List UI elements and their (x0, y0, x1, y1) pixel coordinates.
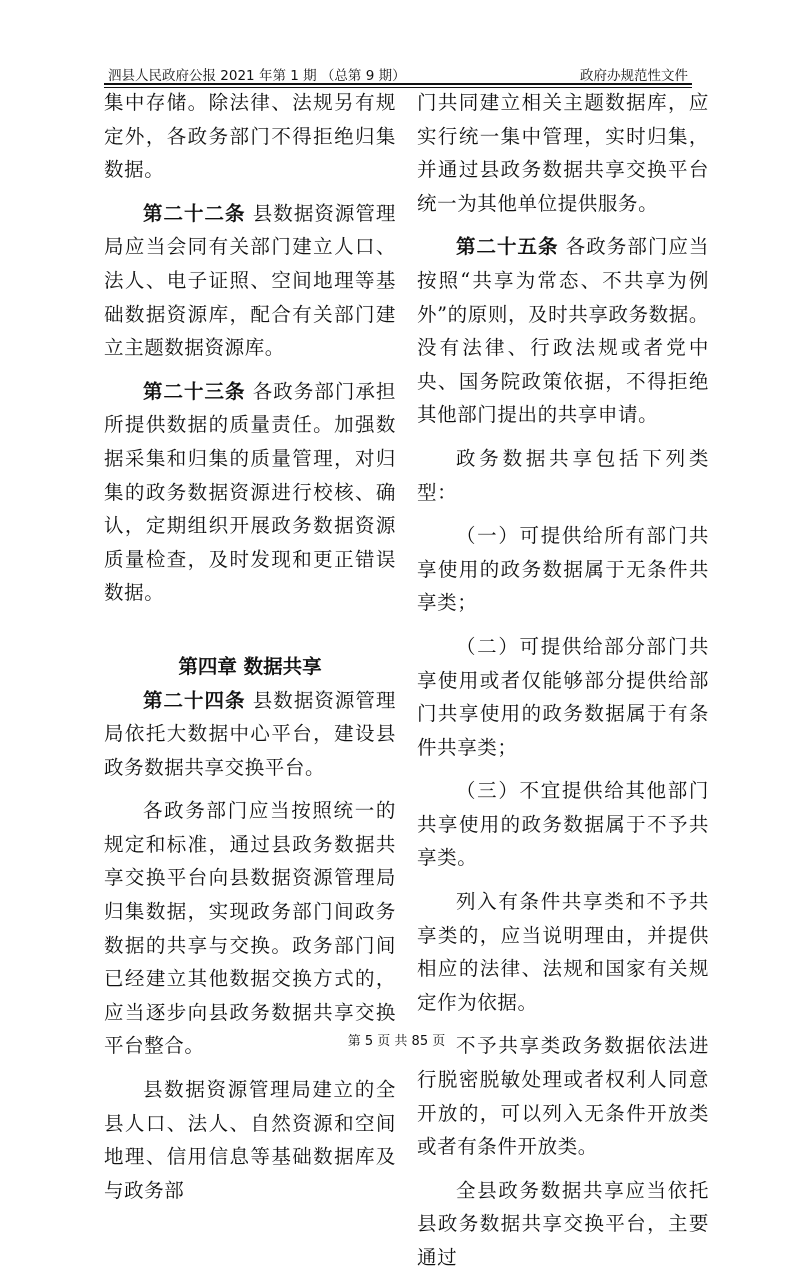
section-title: 政府办规范性文件 (580, 68, 688, 84)
right-column (417, 86, 709, 1285)
gazette-title: 泗县人民政府公报 2021 年第 1 期 （总第 9 期） (108, 68, 406, 84)
paragraph: 不予共享类政务数据依法进行脱密脱敏处理或者权利人同意开放的，可以列入无条件开放类或者有条件开放类。 (417, 1034, 709, 1159)
list-item: （三）不宜提供给其他部门共享使用的政务数据属于不予共享类。 (417, 779, 709, 870)
article-number: 第二十五条 (456, 235, 559, 259)
article-text: 各政务部门应当按照“共享为常态、不共享为例外”的原则，及时共享政务数据。没有法律、行政法规或者党中央、国务院政策依据，不得拒绝其他部门提出的共享申请。 (417, 235, 709, 427)
paragraph: 各政务部门应当按照统一的规定和标准，通过县政务数据共享交换平台向县数据资源管理局归集数据，实现政务部门间政务数据的共享与交换。政务部门间已经建立其他数据交换方式的，应当逐步向县政务数据共享交换平台整合。 (104, 799, 396, 1058)
article-25 (417, 230, 709, 432)
article-text: 县数据资源管理局应当会同有关部门建立人口、法人、电子证照、空间地理等基础数据资源库，配合有关部门建立主题数据资源库。 (104, 201, 396, 360)
article-text: 县数据资源管理局依托大数据中心平台，建设县政务数据共享交换平台。 (104, 688, 396, 779)
paragraph: 列入有条件共享类和不予共享类的，应当说明理由，并提供相应的法律、法规和国家有关规定作为依据。 (417, 890, 709, 1014)
article-number: 第二十四条 (143, 688, 246, 712)
paragraph: 集中存储。除法律、法规另有规定外，各政务部门不得拒绝归集数据。 (104, 91, 396, 182)
paragraph: 政务数据共享包括下列类型： (417, 446, 709, 504)
chapter-heading: 第四章 数据共享 (178, 654, 322, 678)
article-22 (104, 197, 396, 365)
article-number: 第二十三条 (143, 379, 246, 403)
paragraph: 县数据资源管理局建立的全县人口、法人、自然资源和空间地理、信用信息等基础数据库及与政务部 (104, 1078, 396, 1202)
list-item: （一）可提供给所有部门共享使用的政务数据属于无条件共享类； (417, 524, 709, 615)
article-number: 第二十二条 (143, 201, 246, 225)
article-23 (104, 375, 396, 610)
page-number: 第 5 页 共 85 页 (347, 1034, 446, 1049)
header-rule (104, 83, 692, 85)
list-item: （二）可提供给部分部门共享使用或者仅能够部分提供给部门共享使用的政务数据属于有条件共享类； (417, 634, 709, 759)
article-text: 各政务部门承担所提供数据的质量责任。加强数据采集和归集的质量管理，对归集的政务数据资源进行校核、确认，定期组织开展政务数据资源质量检查，及时发现和更正错误数据。 (104, 379, 396, 605)
page-header (104, 62, 692, 84)
paragraph: 门共同建立相关主题数据库，应实行统一集中管理，实时归集，并通过县政务数据共享交换平台统一为其他单位提供服务。 (417, 91, 709, 215)
paragraph: 全县政务数据共享应当依托县政务数据共享交换平台，主要通过 (417, 1178, 709, 1269)
article-24 (104, 684, 396, 785)
